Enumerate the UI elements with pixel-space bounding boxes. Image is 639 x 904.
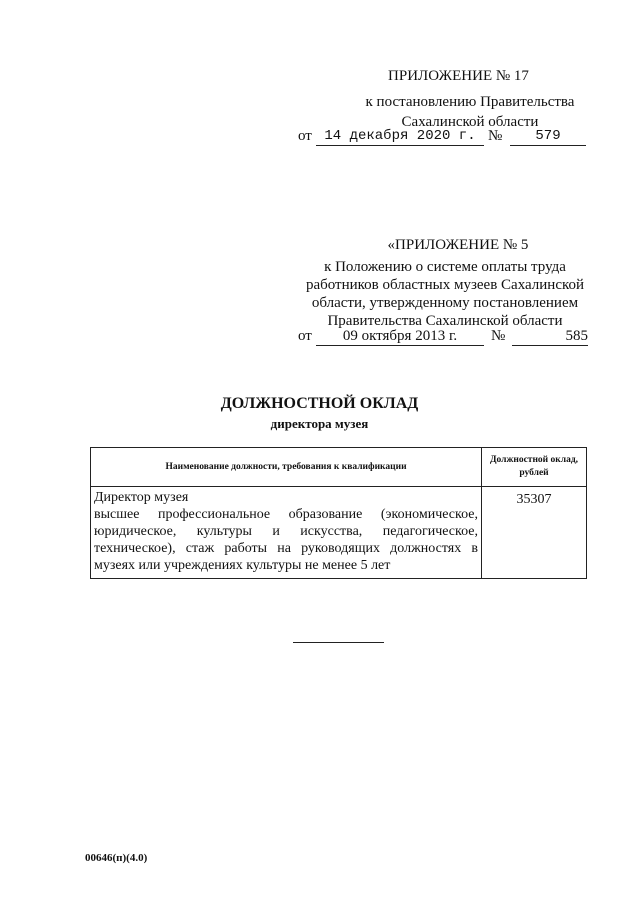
appendix-17-line1: к постановлению Правительства <box>365 94 575 110</box>
appendix-17-date-line <box>0 127 639 147</box>
appendix-5-block <box>300 236 590 330</box>
appendix-17-title: ПРИЛОЖЕНИЕ № 17 <box>388 68 529 84</box>
date-value: 14 декабря 2020 г. <box>316 127 484 146</box>
appendix-5-line2: работников областных музеев Сахалинской <box>305 277 585 293</box>
appendix-5-title: «ПРИЛОЖЕНИЕ № 5 <box>387 237 529 253</box>
column-header-salary: Должностной оклад, рублей <box>482 448 587 487</box>
appendix-5-line3: области, утвержденному постановлением <box>311 295 579 311</box>
column-header-position: Наименование должности, требования к квалификации <box>91 448 482 487</box>
number-label: № <box>488 128 503 144</box>
table-header-row <box>91 448 587 487</box>
appendix-5-line4: Правительства Сахалинской области <box>327 313 563 329</box>
end-divider <box>293 642 384 643</box>
document-subtitle: директора музея <box>270 416 369 431</box>
table-row <box>91 487 587 579</box>
date-label: от <box>298 128 312 144</box>
salary-table <box>90 447 587 579</box>
position-requirements: высшее профессиональное образование (экономическое, юридическое, культуры и искусства, педагогическое, техническое), стаж работы на руководящих должностях в музеях или учреждениях культуры не менее 5 лет <box>94 507 478 573</box>
number-label: № <box>491 328 506 344</box>
appendix-17-block <box>296 66 596 132</box>
appendix-17-line2: Сахалинской области <box>401 114 539 130</box>
number-value: 579 <box>510 127 586 146</box>
document-title: ДОЛЖНОСТНОЙ ОКЛАД <box>220 395 419 412</box>
footer-code: 00646(п)(4.0) <box>85 852 148 864</box>
date-value: 09 октября 2013 г. <box>316 327 484 346</box>
appendix-5-date-line <box>0 327 639 347</box>
appendix-5-line1: к Положению о системе оплаты труда <box>324 259 566 275</box>
position-cell <box>91 487 482 579</box>
position-title: Директор музея <box>94 490 189 505</box>
date-label: от <box>298 328 312 344</box>
salary-cell: 35307 <box>482 487 587 579</box>
number-value: 585 <box>512 327 588 346</box>
